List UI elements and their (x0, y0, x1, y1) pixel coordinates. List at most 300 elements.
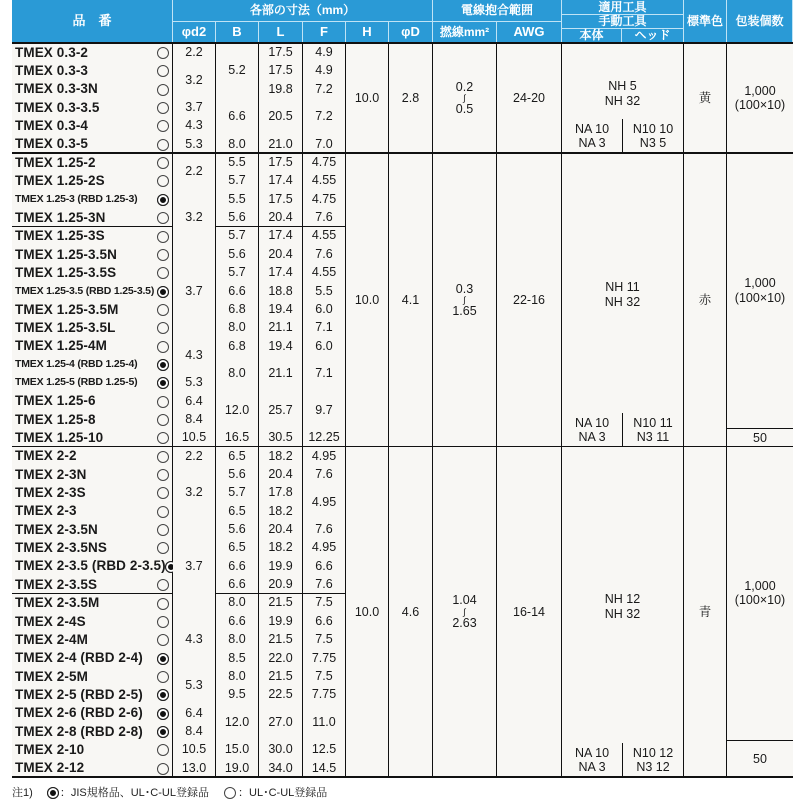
cell-b: 6.6 (216, 98, 259, 136)
cell-f: 14.5 (303, 759, 346, 778)
cell-l: 21.5 (259, 667, 303, 686)
cell-tools (562, 447, 684, 778)
table-row-name (12, 575, 173, 594)
wire-max: 1.65 (452, 303, 477, 318)
product-name: TMEX 2-6 (RBD 2-6) (15, 705, 143, 721)
product-name: TMEX 2-4S (15, 613, 86, 629)
table-row-name (12, 373, 173, 392)
table-row-name (12, 263, 173, 282)
cell-b: 5.5 (216, 190, 259, 209)
product-name: TMEX 1.25-3.5S (15, 264, 117, 280)
footnote-label: 注1) (12, 787, 33, 799)
table-row-name (12, 538, 173, 557)
tool-main: NH 12 (604, 592, 641, 607)
header-tool-body: 本体 (562, 29, 622, 43)
cell-b: 5.7 (216, 171, 259, 190)
cell-f: 7.75 (303, 685, 346, 704)
product-name: TMEX 2-3.5M (15, 595, 100, 611)
cell-pack-qty-last: 50 (727, 428, 793, 447)
product-name: TMEX 1.25-3.5 (RBD 1.25-3.5) (15, 284, 155, 297)
cell-b: 5.6 (216, 245, 259, 264)
cell-b: 8.0 (216, 594, 259, 613)
header-dim-h: H (346, 22, 389, 43)
product-name: TMEX 2-5 (RBD 2-5) (15, 686, 143, 702)
cell-tools (562, 153, 684, 448)
product-name: TMEX 2-5M (15, 668, 88, 684)
open-circle-icon (155, 247, 171, 261)
cell-b: 8.0 (216, 135, 259, 154)
table-row-name (12, 80, 173, 99)
cell-l: 21.5 (259, 594, 303, 613)
cell-tools (562, 43, 684, 154)
table-row-name (12, 447, 173, 466)
table-row-name (12, 557, 173, 576)
cell-b: 6.6 (216, 282, 259, 301)
header-dim-l: L (259, 22, 303, 43)
cell-f: 7.5 (303, 594, 346, 613)
table-row-name (12, 630, 173, 649)
product-name: TMEX 1.25-3 (RBD 1.25-3) (15, 192, 138, 205)
cell-l: 19.9 (259, 612, 303, 631)
cell-l: 18.2 (259, 447, 303, 466)
cell-l: 19.4 (259, 300, 303, 319)
header-dimensions: 各部の寸法（mm） (173, 0, 433, 22)
cell-l: 21.1 (259, 318, 303, 337)
cell-f: 11.0 (303, 704, 346, 742)
footnote-filled-desc: ：JIS規格品、UL･C-UL登録品 (59, 787, 209, 799)
cell-f: 7.2 (303, 98, 346, 136)
product-name: TMEX 2-3S (15, 485, 86, 501)
tool-main: NH 5 (608, 78, 637, 93)
tool-body: NA 10 (574, 415, 610, 430)
open-circle-icon (155, 339, 171, 353)
table-row-name (12, 355, 173, 374)
cell-f: 7.6 (303, 520, 346, 539)
cell-f: 7.1 (303, 318, 346, 337)
cell-b: 6.8 (216, 300, 259, 319)
pack-qty-text: (100×10) (734, 593, 786, 608)
filled-circle-icon (48, 787, 58, 799)
open-circle-icon (155, 467, 171, 481)
cell-d2: 6.4 (173, 392, 216, 411)
cell-b: 8.0 (216, 667, 259, 686)
cell-f: 7.6 (303, 465, 346, 484)
cell-f: 6.6 (303, 612, 346, 631)
cell-b: 5.7 (216, 263, 259, 282)
open-circle-icon (155, 229, 171, 243)
table-row-name (12, 282, 173, 301)
cell-phid: 4.6 (389, 447, 433, 778)
wire-min: 0.3 (455, 281, 474, 296)
table-row-name (12, 318, 173, 337)
cell-f: 6.6 (303, 557, 346, 576)
open-circle-icon (155, 137, 171, 151)
cell-l: 20.4 (259, 208, 303, 227)
cell-l: 18.2 (259, 538, 303, 557)
product-name: TMEX 2-3 (15, 503, 77, 519)
cell-d2: 4.3 (173, 612, 216, 668)
cell-d2: 3.7 (173, 520, 216, 613)
cell-l: 27.0 (259, 704, 303, 742)
product-name: TMEX 2-3N (15, 466, 87, 482)
header-dim-b: B (216, 22, 259, 43)
open-circle-icon (155, 541, 171, 555)
table-row-name (12, 337, 173, 356)
cell-b: 9.5 (216, 685, 259, 704)
cell-f: 7.6 (303, 208, 346, 227)
cell-l: 25.7 (259, 392, 303, 430)
cell-f: 4.9 (303, 61, 346, 80)
cell-std-color: 青 (684, 447, 727, 778)
open-circle-icon (155, 119, 171, 133)
cell-awg: 24-20 (497, 43, 562, 154)
cell-f: 12.5 (303, 740, 346, 759)
tool-head: N3 11 (636, 429, 670, 444)
table-row-name (12, 43, 173, 62)
table-row-name (12, 410, 173, 429)
cell-d2: 2.2 (173, 43, 216, 62)
cell-phid: 4.1 (389, 153, 433, 448)
product-name: TMEX 1.25-6 (15, 393, 96, 409)
product-name: TMEX 1.25-3.5N (15, 246, 117, 262)
cell-pack-qty-last: 50 (727, 740, 793, 778)
cell-d2: 2.2 (173, 153, 216, 191)
cell-d2: 3.2 (173, 465, 216, 521)
table-row-name (12, 227, 173, 246)
table-row-name (12, 722, 173, 741)
cell-d2: 10.5 (173, 740, 216, 759)
header-std-color: 標準色 (684, 0, 727, 43)
open-circle-icon (155, 614, 171, 628)
filled-circle-icon (155, 651, 171, 665)
pack-qty-text: (100×10) (734, 290, 786, 305)
cell-f: 7.5 (303, 667, 346, 686)
open-circle-icon (155, 155, 171, 169)
cell-f: 4.9 (303, 43, 346, 62)
cell-l: 18.2 (259, 502, 303, 521)
wire-min: 0.2 (455, 79, 474, 94)
wire-max: 2.63 (452, 615, 477, 630)
wire-min: 1.04 (452, 593, 477, 608)
cell-l: 17.4 (259, 171, 303, 190)
footnote (12, 784, 327, 800)
product-name: TMEX 1.25-3S (15, 228, 105, 244)
cell-l: 20.4 (259, 520, 303, 539)
cell-d2: 13.0 (173, 759, 216, 778)
cell-l: 20.4 (259, 465, 303, 484)
product-name: TMEX 1.25-4M (15, 338, 107, 354)
cell-f: 4.55 (303, 227, 346, 246)
cell-d2: 3.2 (173, 61, 216, 99)
cell-b: 6.5 (216, 502, 259, 521)
cell-f: 12.25 (303, 428, 346, 447)
cell-f: 4.75 (303, 153, 346, 172)
product-name: TMEX 0.3-4 (15, 118, 89, 134)
cell-b: 6.6 (216, 557, 259, 576)
tool-body: NA 10 (574, 122, 610, 137)
cell-l: 17.4 (259, 263, 303, 282)
pack-qty-text: 1,000 (744, 276, 776, 291)
cell-d2: 4.3 (173, 116, 216, 135)
cell-f: 7.2 (303, 80, 346, 99)
cell-l: 19.9 (259, 557, 303, 576)
open-circle-icon (155, 394, 171, 408)
cell-f: 7.75 (303, 649, 346, 668)
wire-tilde: ∫ (463, 93, 466, 104)
tool-head: N10 10 (632, 122, 674, 137)
cell-d2: 2.2 (173, 447, 216, 466)
table-row-name (12, 61, 173, 80)
open-circle-icon (155, 522, 171, 536)
table-row-name (12, 612, 173, 631)
cell-l: 17.5 (259, 153, 303, 172)
cell-f: 6.0 (303, 300, 346, 319)
cell-b: 8.0 (216, 630, 259, 649)
cell-d2: 10.5 (173, 428, 216, 447)
tool-main: NH 11 (605, 280, 640, 295)
cell-d2: 6.4 (173, 704, 216, 723)
tool-head: N3 5 (639, 136, 667, 151)
cell-f: 7.6 (303, 245, 346, 264)
open-circle-icon (155, 431, 171, 445)
cell-f: 4.95 (303, 447, 346, 466)
cell-b: 6.5 (216, 447, 259, 466)
cell-pack-qty (727, 447, 793, 742)
wire-tilde: ∫ (463, 606, 466, 617)
cell-f: 9.7 (303, 392, 346, 430)
open-circle-icon (155, 577, 171, 591)
cell-b: 6.6 (216, 575, 259, 594)
cell-f: 6.0 (303, 337, 346, 356)
open-circle-icon (155, 596, 171, 610)
product-name: TMEX 2-8 (RBD 2-8) (15, 723, 143, 739)
cell-b: 6.5 (216, 538, 259, 557)
table-row-name (12, 245, 173, 264)
cell-f: 5.5 (303, 282, 346, 301)
product-name: TMEX 1.25-2S (15, 173, 105, 189)
header-wire-mm2: 撚線mm² (433, 22, 497, 43)
tool-body: NA 10 (574, 745, 610, 760)
header-dim-d2: φd2 (173, 22, 216, 43)
cell-d2: 3.7 (173, 98, 216, 117)
filled-circle-icon (155, 706, 171, 720)
tool-body: NA 3 (578, 136, 606, 151)
cell-std-color: 黄 (684, 43, 727, 154)
table-row-name (12, 190, 173, 209)
cell-h: 10.0 (346, 43, 389, 154)
table-row-name (12, 300, 173, 319)
wire-tilde: ∫ (463, 294, 466, 305)
cell-d2: 8.4 (173, 410, 216, 429)
cell-b: 5.6 (216, 208, 259, 227)
table-row-name (12, 98, 173, 117)
open-circle-icon (155, 632, 171, 646)
cell-awg: 16-14 (497, 447, 562, 778)
cell-l: 17.5 (259, 190, 303, 209)
cell-b: 6.6 (216, 612, 259, 631)
open-circle-icon (155, 486, 171, 500)
table-row-name (12, 594, 173, 613)
cell-d2: 3.2 (173, 190, 216, 246)
cell-b: 19.0 (216, 759, 259, 778)
product-name: TMEX 0.3-3 (15, 63, 89, 79)
filled-circle-icon (155, 375, 171, 389)
header-dim-f: F (303, 22, 346, 43)
product-name: TMEX 2-4 (RBD 2-4) (15, 650, 143, 666)
cell-b: 5.6 (216, 465, 259, 484)
header-tools-manual: 手動工具 (562, 15, 684, 29)
cell-l: 17.5 (259, 43, 303, 62)
section-divider (12, 776, 793, 778)
table-row-name (12, 465, 173, 484)
product-name: TMEX 2-2 (15, 448, 77, 464)
section-divider (12, 42, 793, 44)
section-divider (12, 152, 793, 154)
header-dim-phid: φD (389, 22, 433, 43)
cell-phid: 2.8 (389, 43, 433, 154)
tool-head: N3 12 (636, 759, 670, 774)
cell-l: 17.4 (259, 227, 303, 246)
open-circle-icon (155, 265, 171, 279)
cell-l: 17.5 (259, 61, 303, 80)
cell-l: 30.5 (259, 428, 303, 447)
header-tools-applicable: 適用工具 (562, 0, 684, 15)
table-row-name (12, 704, 173, 723)
wire-max: 0.5 (455, 102, 474, 117)
filled-circle-icon (155, 192, 171, 206)
cell-b: 6.8 (216, 337, 259, 356)
table-row-name (12, 171, 173, 190)
table-row-name (12, 392, 173, 411)
product-name: TMEX 0.3-3.5 (15, 99, 100, 115)
open-circle-icon (155, 64, 171, 78)
cell-l: 20.5 (259, 98, 303, 136)
filled-circle-icon (155, 357, 171, 371)
cell-l: 19.4 (259, 337, 303, 356)
cell-d2: 5.3 (173, 135, 216, 154)
cell-b: 5.7 (216, 483, 259, 502)
open-circle-icon (155, 100, 171, 114)
table-row-name (12, 685, 173, 704)
cell-f: 4.55 (303, 263, 346, 282)
product-name: TMEX 1.25-8 (15, 411, 96, 427)
cell-l: 20.9 (259, 575, 303, 594)
cell-h: 10.0 (346, 153, 389, 448)
cell-f: 4.95 (303, 538, 346, 557)
cell-l: 34.0 (259, 759, 303, 778)
cell-b: 5.6 (216, 520, 259, 539)
tool-body: NA 3 (578, 429, 606, 444)
product-name: TMEX 2-12 (15, 760, 85, 776)
cell-l: 21.0 (259, 135, 303, 154)
table-row-name (12, 649, 173, 668)
table-row-name (12, 208, 173, 227)
product-name: TMEX 2-3.5 (RBD 2-3.5) (15, 558, 166, 574)
product-name: TMEX 1.25-5 (RBD 1.25-5) (15, 376, 138, 389)
table-row-name (12, 116, 173, 135)
cell-f: 7.0 (303, 135, 346, 154)
tool-main: NH 32 (604, 295, 641, 310)
open-circle-icon (155, 449, 171, 463)
header-awg: AWG (497, 22, 562, 43)
table-row-name (12, 502, 173, 521)
cell-l: 22.5 (259, 685, 303, 704)
tool-main: NH 32 (604, 607, 641, 622)
cell-b: 12.0 (216, 704, 259, 742)
cell-b: 8.5 (216, 649, 259, 668)
header-wire-range: 電線抱合範囲 (433, 0, 562, 22)
open-circle-icon (155, 82, 171, 96)
cell-h: 10.0 (346, 447, 389, 778)
section-divider (12, 446, 793, 448)
cell-d2: 3.7 (173, 245, 216, 338)
cell-l: 19.8 (259, 80, 303, 99)
cell-b: 5.7 (216, 227, 259, 246)
product-name: TMEX 1.25-3.5L (15, 319, 116, 335)
cell-wire-range (433, 43, 497, 154)
product-name: TMEX 0.3-2 (15, 44, 89, 60)
open-circle-icon (155, 210, 171, 224)
product-name: TMEX 1.25-10 (15, 430, 104, 446)
cell-f: 4.55 (303, 171, 346, 190)
open-circle-icon (155, 174, 171, 188)
product-name: TMEX 0.3-5 (15, 136, 89, 152)
product-name: TMEX 2-10 (15, 741, 85, 757)
pack-qty-text: 1,000 (744, 83, 776, 98)
pack-qty-text: (100×10) (734, 98, 786, 113)
filled-circle-icon (155, 284, 171, 298)
cell-l: 30.0 (259, 740, 303, 759)
cell-d2: 5.3 (173, 373, 216, 392)
product-name: TMEX 2-3.5NS (15, 540, 107, 556)
cell-d2: 5.3 (173, 667, 216, 705)
open-circle-icon (224, 787, 236, 799)
cell-awg: 22-16 (497, 153, 562, 448)
cell-b: 5.5 (216, 153, 259, 172)
tool-head: N10 12 (632, 745, 674, 760)
open-circle-icon (155, 45, 171, 59)
table-row-name (12, 483, 173, 502)
cell-l: 21.1 (259, 355, 303, 393)
open-circle-icon (155, 504, 171, 518)
filled-circle-icon (155, 724, 171, 738)
open-circle-icon (155, 320, 171, 334)
tool-head: N10 11 (633, 415, 673, 430)
cell-b: 8.0 (216, 318, 259, 337)
cell-f: 4.75 (303, 190, 346, 209)
cell-pack-qty (727, 43, 793, 154)
cell-f: 7.6 (303, 575, 346, 594)
table-row-name (12, 740, 173, 759)
cell-l: 17.8 (259, 483, 303, 502)
product-name: TMEX 2-3.5N (15, 521, 98, 537)
product-name: TMEX 1.25-3.5M (15, 301, 119, 317)
product-name: TMEX 1.25-2 (15, 154, 96, 170)
cell-b: 5.2 (216, 43, 259, 99)
cell-d2: 4.3 (173, 337, 216, 375)
cell-l: 20.4 (259, 245, 303, 264)
cell-b: 8.0 (216, 355, 259, 393)
cell-pack-qty (727, 153, 793, 429)
header-tool-head: ヘッド (622, 29, 684, 43)
header-pack-qty: 包装個数 (727, 0, 793, 43)
filled-circle-icon (155, 687, 171, 701)
header-product-no: 品 番 (12, 0, 173, 43)
table-row-name (12, 667, 173, 686)
cell-d2: 8.4 (173, 722, 216, 741)
open-circle-icon (155, 412, 171, 426)
cell-f: 4.95 (303, 483, 346, 521)
